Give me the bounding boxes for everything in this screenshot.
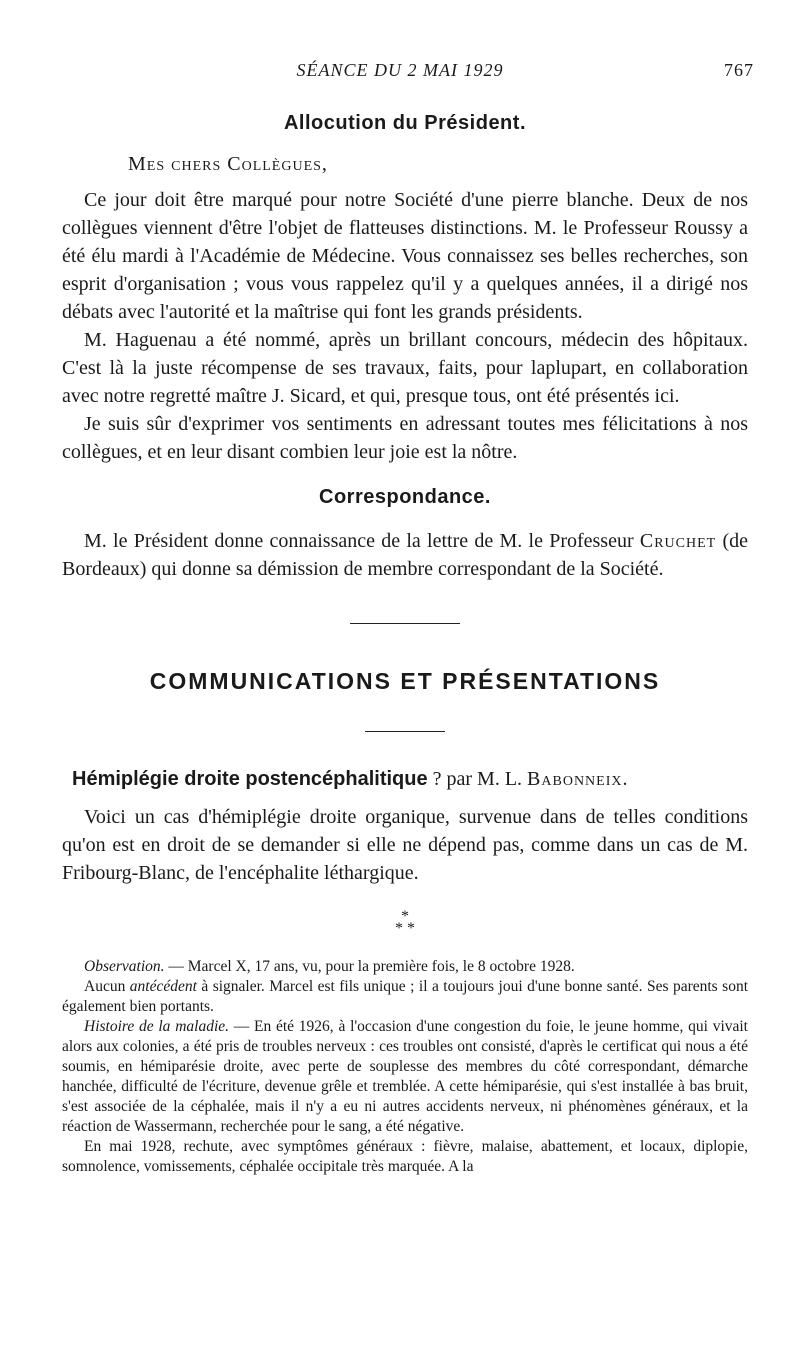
correspondance-paragraph [62, 527, 748, 583]
article-title-text: Hémiplégie droite postencéphalitique [72, 768, 428, 790]
mai-paragraph: En mai 1928, rechute, avec symptômes généraux : fièvre, malaise, abattement, et locaux, diplopie, somnolence, vomissements, céphalée occipitale très marquée. A la [62, 1138, 748, 1175]
article-author: Babonneix. [527, 768, 629, 790]
correspondance-heading: Correspondance. [319, 486, 491, 508]
allocution-heading: Allocution du Président. [283, 112, 526, 134]
allocution-paragraph-2: M. Haguenau a été nommé, après un brillant concours, médecin des hôpitaux. C'est là la juste récompense de ses travaux, faits, pour laplupart, en collaboration avec notre regretté maître J. Sicard, et qui, presque tous, ont été présentés ici. [62, 329, 748, 407]
section-divider-top [350, 623, 460, 624]
article-title [72, 768, 748, 791]
antecedent-lead: Aucun [84, 978, 130, 995]
salutation: Mes chers Collègues, [128, 153, 328, 175]
section-divider-bottom [365, 731, 445, 732]
histoire-paragraph [62, 1017, 748, 1137]
observation-paragraph [62, 957, 748, 977]
antecedent-paragraph [62, 977, 748, 1017]
correspondance-text-end: (de Bordeaux) qui donne sa démission de membre correspondant de la Société. [62, 530, 748, 580]
running-title: SÉANCE DU 2 MAI 1929 [296, 60, 504, 80]
running-head [0, 60, 800, 84]
histoire-text: — En été 1926, à l'occasion d'une congestion du foie, le jeune homme, qui vivait alors aux colonies, a été pris de troubles nerveux : ces troubles ont consisté, d'après le certificat qui nous a été soumis, en hémiparésie droite, avec perte de souplesse des membres du côté correspondant, démarche hanchée, difficulté de l'écriture, devenue grêle et tremblée. A cette hémiparésie, qui s'est installée à bas bruit, s'est associée de la céphalée, mais il n'y a eu ni autres accidents nerveux, ni phénomènes généraux, et la réaction de Wassermann, recherchée pour le sang, a été négative. [62, 1018, 748, 1135]
asterism-top: * [401, 908, 409, 925]
article-intro: Voici un cas d'hémiplégie droite organique, survenue dans de telles conditions qu'on est en droit de se demander si elle ne dépend pas, comme dans un cas de M. Fribourg-Blanc, de l'encéphalite léthargique. [62, 806, 748, 884]
correspondance-name: Cruchet [639, 530, 717, 552]
allocution-paragraph-3: Je suis sûr d'exprimer vos sentiments en adressant toutes mes félicitations à nos collègues, et en leur disant combien leur joie est la nôtre. [62, 413, 748, 463]
page-number: 767 [724, 60, 754, 80]
observation-text: — Marcel X, 17 ans, vu, pour la première fois, le 8 octobre 1928. [164, 958, 575, 975]
asterism-bottom: * * [395, 920, 415, 937]
communications-heading: COMMUNICATIONS ET PRÉSENTATIONS [149, 668, 661, 694]
allocution-paragraph-1: Ce jour doit être marqué pour notre Société d'une pierre blanche. Deux de nos collègues viennent d'être l'objet de flatteuses distinctions. M. le Professeur Roussy a été élu mardi à l'Académie de Médecine. Vous connaissez ses belles recherches, son esprit d'organisation ; vous vous rappelez qu'il y a quelques années, il a dirigé nos débats avec l'autorité et la maîtrise qui font les grands présidents. [62, 189, 748, 323]
spacer [62, 466, 748, 486]
histoire-label: Histoire de la maladie. [84, 1018, 229, 1035]
antecedent-text: à signaler. Marcel est fils unique ; il a toujours joui d'une bonne santé. Ses parents sont également bien portants. [62, 978, 749, 1015]
asterism [62, 908, 748, 937]
antecedent-label: antécédent [129, 978, 197, 995]
page-body [62, 112, 748, 1177]
observation-label: Observation. [84, 958, 165, 975]
spacer [62, 509, 748, 527]
article-title-suffix: ? par M. L. [427, 768, 528, 790]
correspondance-text-start: M. le Président donne connaissance de la lettre de M. le Professeur [84, 530, 640, 552]
